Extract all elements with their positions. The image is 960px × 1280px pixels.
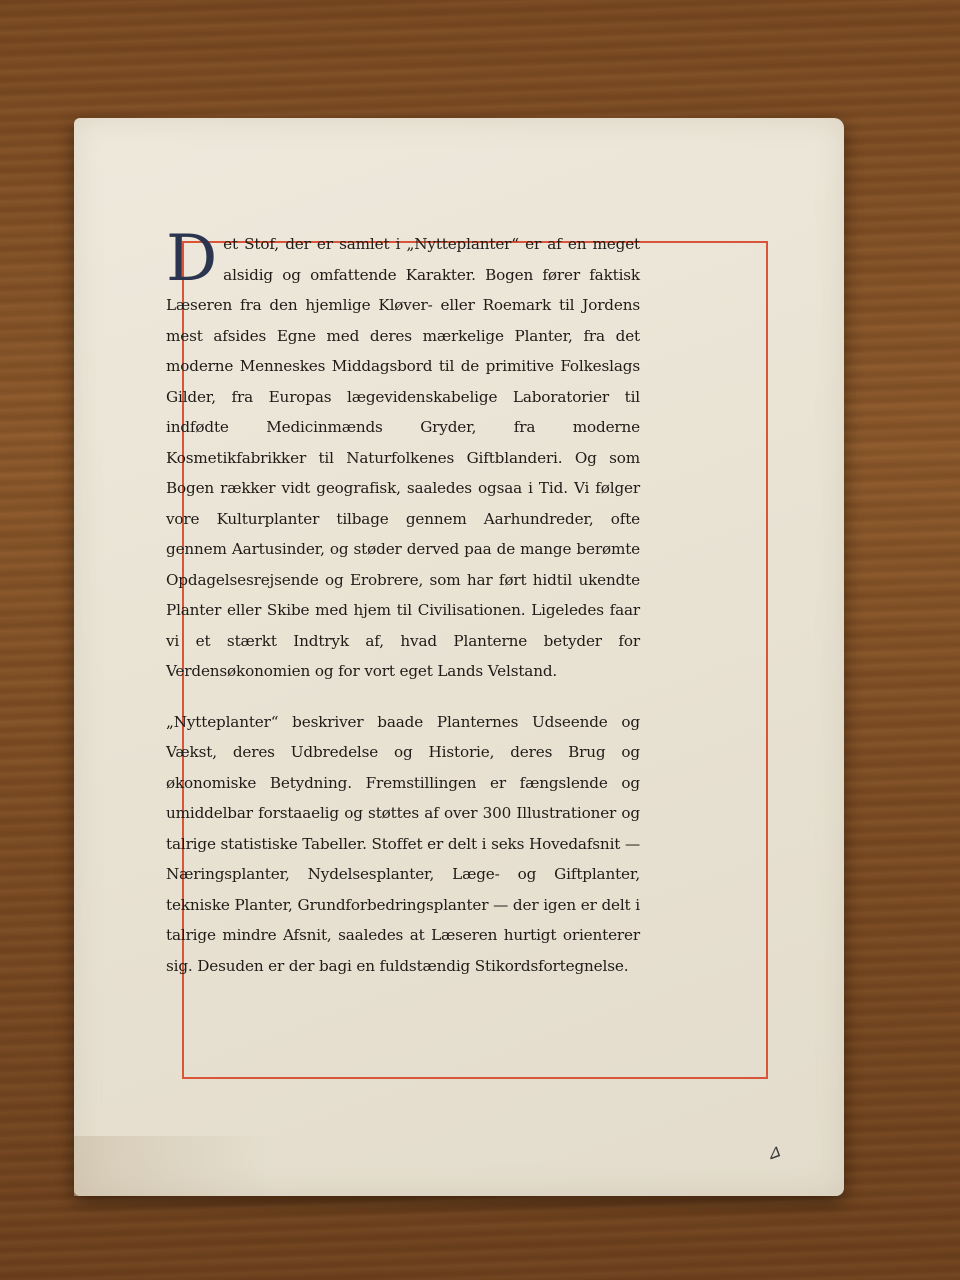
blurb-text	[166, 222, 640, 981]
drop-cap: D	[166, 222, 218, 296]
printer-stamp	[690, 1085, 750, 1099]
blurb-paragraph-2: „Nytteplanter“ beskriver baade Planternes Udseende og Vækst, deres Udbredelse og Historie, deres Brug og økonomiske Betydning. Fremstillingen er fængslende og umiddelbar forstaaelig og støttes af over 300 Illustrationer og talrige statistiske Tabeller. Stoffet er delt i seks Hovedafsnit — Næringsplanter, Nydelsesplanter, Læge- og Giftplanter, tekniske Planter, Grundforbedringsplanter — der igen er delt i talrige mindre Afsnit, saaledes at Læseren hurtigt orienterer sig. Desuden er der bagi en fuldstændig Stikordsfortegnelse.	[166, 712, 640, 975]
corner-pencil-mark: ⊿	[762, 1140, 785, 1165]
blurb-paragraph-1	[166, 222, 640, 687]
paragraph-1-text: et Stof, der er samlet i „Nytteplanter“ er af en meget alsidig og omfattende Karakter. Bogen fører faktisk Læseren fra den hjemlige Kløver- eller Roemark til Jordens mest afsides Egne med deres mærkelige Planter, fra det moderne Menneskes Middagsbord til de primitive Folkeslags Gilder, fra Europas lægevidenskabelige Laboratorier til indfødte Medicinmænds Gryder, fra moderne Kosmetikfabrikker til Naturfolkenes Giftblanderi. Og som Bogen rækker vidt geografisk, saaledes ogsaa i Tid. Vi følger vore Kulturplanter tilbage gennem Aarhundreder, ofte gennem Aartusinder, og støder derved paa de mange berømte Opdagelsesrejsende og Erobrere, som har ført hidtil ukendte Planter eller Skibe med hjem til Civilisationen. Ligeledes faar vi et stærkt Indtryk af, hvad Planterne betyder for Verdensøkonomien og for vort eget Lands Velstand.	[166, 235, 640, 680]
